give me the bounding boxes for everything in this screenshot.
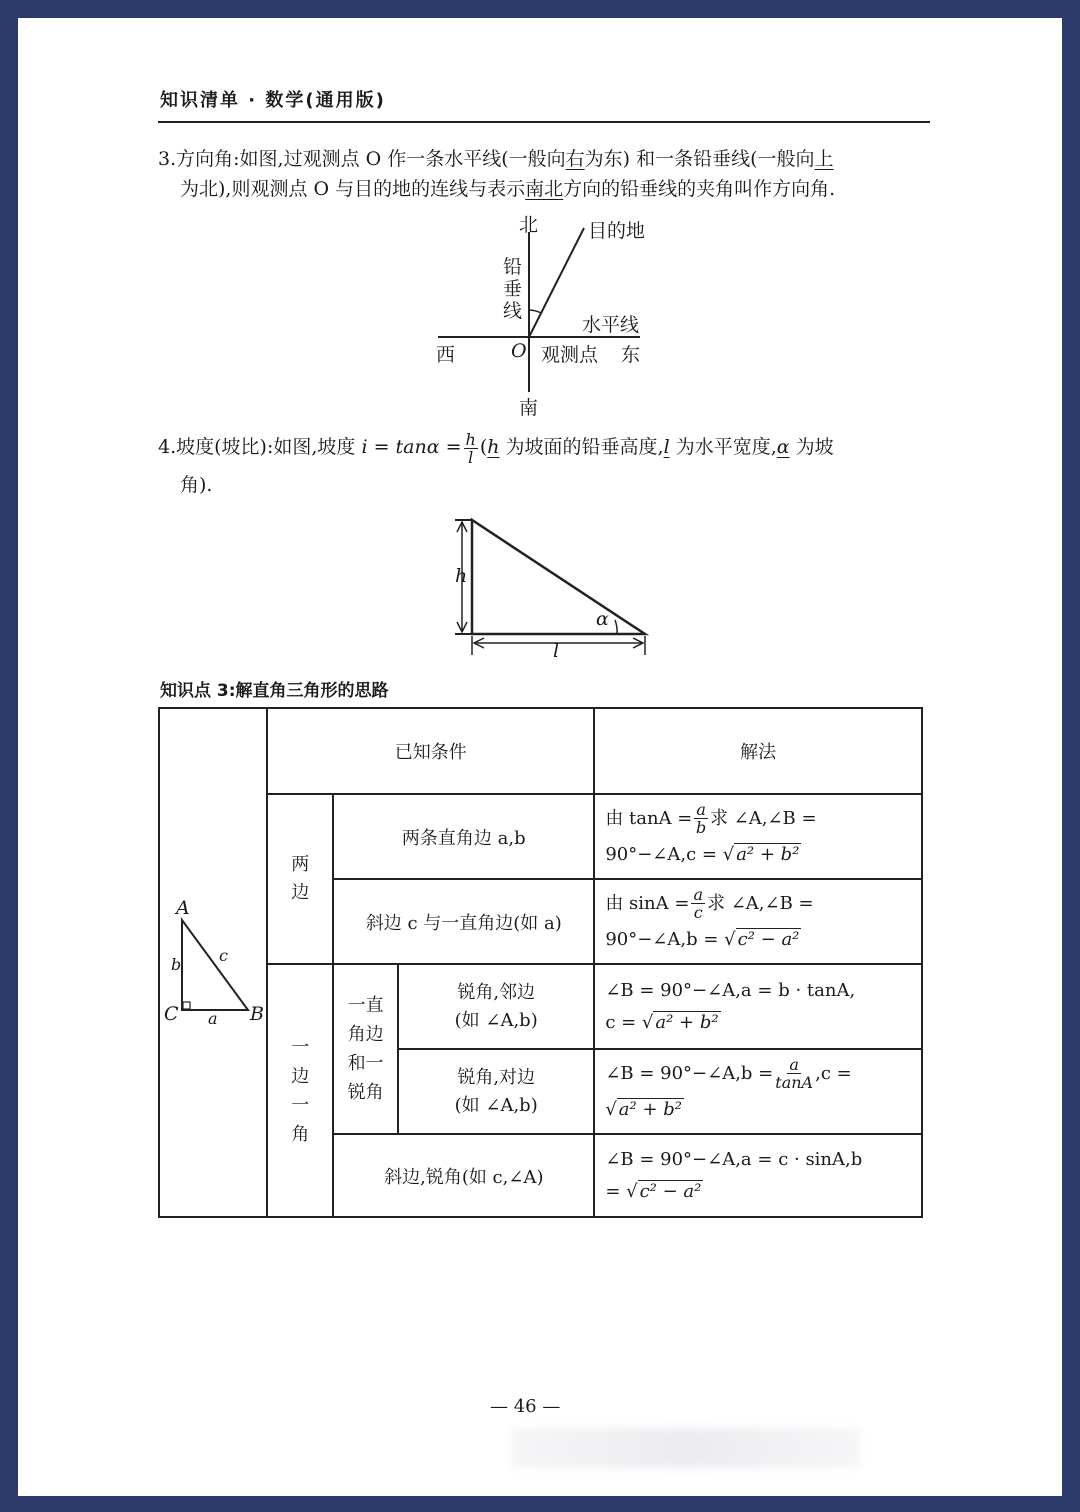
subgroup: 一直角边和一锐角 (333, 964, 398, 1134)
fraction (464, 431, 478, 466)
condition: 斜边 c 与一直角边(如 a) (333, 879, 594, 964)
condition: 两条直角边 a,b (333, 794, 594, 879)
condition (398, 1049, 594, 1134)
text: 为水平宽度, (669, 436, 777, 458)
underlined-text: 南北 (525, 178, 564, 200)
text: 为北),则观测点 O 与目的地的连线与表示 (180, 178, 526, 200)
item-number: 3. (158, 148, 177, 170)
text: 90°−∠A,b = √ (605, 928, 736, 950)
vertex-b: B (250, 1003, 264, 1025)
text: 锐角,对边 (457, 1066, 536, 1088)
header-known: 已知条件 (267, 708, 594, 794)
text: 由 sinA = (605, 892, 690, 914)
text: 方向角:如图,过观测点 O 作一条水平线(一般向 (176, 148, 566, 170)
side-c: c (219, 946, 228, 965)
text: ,c = (815, 1062, 852, 1084)
condition: 斜边,锐角(如 c,∠A) (333, 1134, 594, 1217)
section-title: 知识点 3:解直角三角形的思路 (160, 681, 389, 701)
text: 求 ∠A,∠B = (706, 892, 814, 914)
observer-label: 观测点 (541, 344, 599, 366)
height-label: h (455, 565, 468, 587)
vertex-a: A (176, 897, 190, 919)
watermark (510, 1428, 860, 1468)
text: ∠B = 90°−∠A,a = c · sinA,b (605, 1148, 863, 1170)
numerator: a (789, 1055, 799, 1074)
radicand: c² − a² (737, 928, 800, 950)
method (594, 1134, 922, 1217)
text: = √ (605, 1180, 638, 1202)
fraction (694, 801, 708, 836)
var-alpha: α (776, 436, 790, 458)
fraction (691, 886, 705, 921)
text: (如 ∠A,b) (454, 1094, 538, 1116)
text: 为坡面的铅垂高度, (499, 436, 664, 458)
radicand: c² − a² (639, 1180, 702, 1202)
method (594, 879, 922, 964)
side-b: b (171, 955, 182, 974)
vertical-line-label: 铅垂线 (503, 256, 523, 322)
text: 为坡 (789, 436, 834, 458)
text: 角). (180, 474, 213, 496)
var-h: h (487, 436, 500, 458)
angle-arc (529, 310, 541, 313)
text: c = √ (605, 1011, 654, 1033)
item-4 (158, 428, 933, 504)
denominator: tanA (775, 1073, 814, 1092)
group-two-sides: 两边 (267, 794, 333, 964)
text: 坡度(坡比):如图,坡度 (176, 436, 362, 458)
destination-label: 目的地 (588, 220, 646, 242)
denominator: b (696, 818, 707, 837)
method (594, 794, 922, 879)
radicand: a² + b² (736, 843, 800, 865)
east-label: 东 (621, 344, 641, 366)
group-side-angle: 一边一角 (267, 964, 333, 1217)
side-a: a (208, 1009, 218, 1028)
slope-formula: i = tanα = (361, 436, 462, 458)
page-number: — 46 — (490, 1396, 561, 1417)
method (594, 1049, 922, 1134)
condition (398, 964, 594, 1049)
numerator: a (693, 885, 703, 904)
text: ∠B = 90°−∠A,b = (605, 1062, 774, 1084)
underlined-text: 上 (814, 148, 834, 170)
fraction (775, 1056, 813, 1091)
west-label: 西 (436, 344, 456, 366)
text: 为东) 和一条铅垂线(一般向 (584, 148, 815, 170)
text: 由 tanA = (605, 807, 693, 829)
radicand: a² + b² (618, 1098, 683, 1120)
radicand: a² + b² (655, 1011, 719, 1033)
horizontal-line-label: 水平线 (582, 314, 640, 336)
denominator: l (468, 447, 474, 467)
numerator: h (465, 429, 476, 449)
var-l: l (663, 436, 670, 458)
numerator: a (696, 800, 706, 819)
text: 方向的铅垂线的夹角叫作方向角. (563, 178, 836, 200)
slope-triangle (472, 520, 645, 634)
origin-label: O (511, 340, 527, 362)
denominator: c (693, 903, 703, 922)
text: 求 ∠A,∠B = (709, 807, 817, 829)
text: 90°−∠A,c = √ (605, 843, 735, 865)
south-label: 南 (519, 397, 539, 419)
text: 锐角,邻边 (457, 981, 536, 1003)
text: ∠B = 90°−∠A,a = b · tanA, (605, 979, 856, 1001)
width-label: l (553, 640, 560, 662)
underlined-text: 右 (565, 148, 585, 170)
running-header: 知识清单 · 数学(通用版) (160, 90, 386, 111)
header-method: 解法 (594, 708, 922, 794)
solution-table (158, 707, 923, 1218)
method (594, 964, 922, 1049)
text: √ (605, 1098, 617, 1120)
angle-label: α (596, 608, 609, 630)
text: ( (479, 436, 488, 458)
destination-ray (529, 228, 584, 337)
item-number: 4. (158, 436, 177, 458)
north-label: 北 (519, 214, 539, 236)
text: (如 ∠A,b) (454, 1009, 538, 1031)
vertex-c: C (164, 1003, 179, 1025)
